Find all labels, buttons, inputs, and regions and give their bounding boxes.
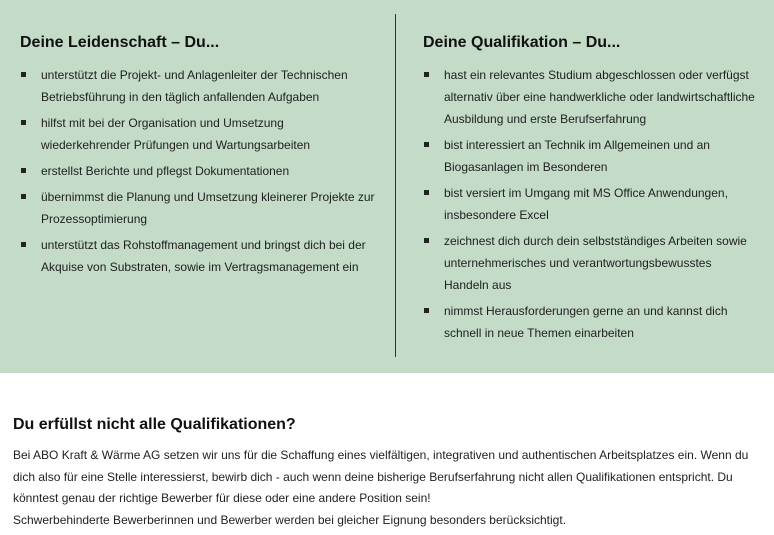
list-item: [20, 186, 375, 230]
square-bullet-icon: [21, 168, 26, 173]
column-divider: [395, 14, 396, 357]
square-bullet-icon: [424, 142, 429, 147]
list-item-text: erstellst Berichte und pflegst Dokumentationen: [41, 164, 290, 178]
list-item-text: zeichnest dich durch dein selbstständiges Arbeiten sowie unternehmerisches und verantwortungsbewusstes Handeln aus: [444, 234, 747, 292]
qualification-heading: Deine Qualifikation – Du...: [423, 34, 621, 51]
square-bullet-icon: [21, 120, 26, 125]
passion-column: [20, 33, 375, 282]
square-bullet-icon: [21, 242, 26, 247]
list-item: [20, 112, 375, 156]
list-item-text: nimmst Herausforderungen gerne an und kannst dich schnell in neue Themen einarbeiten: [444, 304, 728, 340]
passion-list: [20, 64, 375, 278]
square-bullet-icon: [424, 72, 429, 77]
section-heading: Du erfüllst nicht alle Qualifikationen?: [13, 416, 296, 433]
list-item-text: bist interessiert an Technik im Allgemeinen und an Biogasanlagen im Besonderen: [444, 138, 710, 174]
diversity-paragraph: Bei ABO Kraft & Wärme AG setzen wir uns für die Schaffung eines vielfältigen, integrativen und authentischen Arbeitsplatzes ein. Wenn du dich also für eine Stelle interessierst, bewirb dich - auch wenn deine bisherige Berufserfahrung nicht allen Qualifikationen entspricht. Du könntest genau der richtige Bewerber für diese oder eine andere Position sein!: [13, 448, 749, 505]
qualification-list: [423, 64, 758, 344]
square-bullet-icon: [424, 190, 429, 195]
qualification-column: [423, 33, 758, 348]
list-item-text: bist versiert im Umgang mit MS Office Anwendungen, insbesondere Excel: [444, 186, 728, 222]
list-item-text: hilfst mit bei der Organisation und Umsetzung wiederkehrender Prüfungen und Wartungsarbeiten: [41, 116, 311, 152]
square-bullet-icon: [21, 194, 26, 199]
square-bullet-icon: [21, 72, 26, 77]
list-item: [423, 64, 758, 130]
disability-note: Schwerbehinderte Bewerberinnen und Bewerber werden bei gleicher Eignung besonders berücksichtigt.: [13, 512, 567, 527]
square-bullet-icon: [424, 238, 429, 243]
square-bullet-icon: [424, 308, 429, 313]
list-item: [20, 160, 375, 182]
list-item-text: unterstützt die Projekt- und Anlagenleiter der Technischen Betriebsführung in den täglich anfallenden Aufgaben: [41, 68, 348, 104]
list-item: [423, 300, 758, 344]
list-item: [20, 234, 375, 278]
list-item: [423, 134, 758, 178]
not-all-qualifications-section: [13, 414, 763, 531]
passion-heading: Deine Leidenschaft – Du...: [20, 34, 220, 51]
list-item-text: übernimmst die Planung und Umsetzung kleinerer Projekte zur Prozessoptimierung: [41, 190, 375, 226]
list-item-text: hast ein relevantes Studium abgeschlossen oder verfügst alternativ über eine handwerkliche oder landwirtschaftliche Ausbildung und erste Berufserfahrung: [444, 68, 755, 126]
list-item-text: unterstützt das Rohstoffmanagement und bringst dich bei der Akquise von Substraten, sowie im Vertragsmanagement ein: [41, 238, 366, 274]
list-item: [423, 230, 758, 296]
list-item: [20, 64, 375, 108]
list-item: [423, 182, 758, 226]
